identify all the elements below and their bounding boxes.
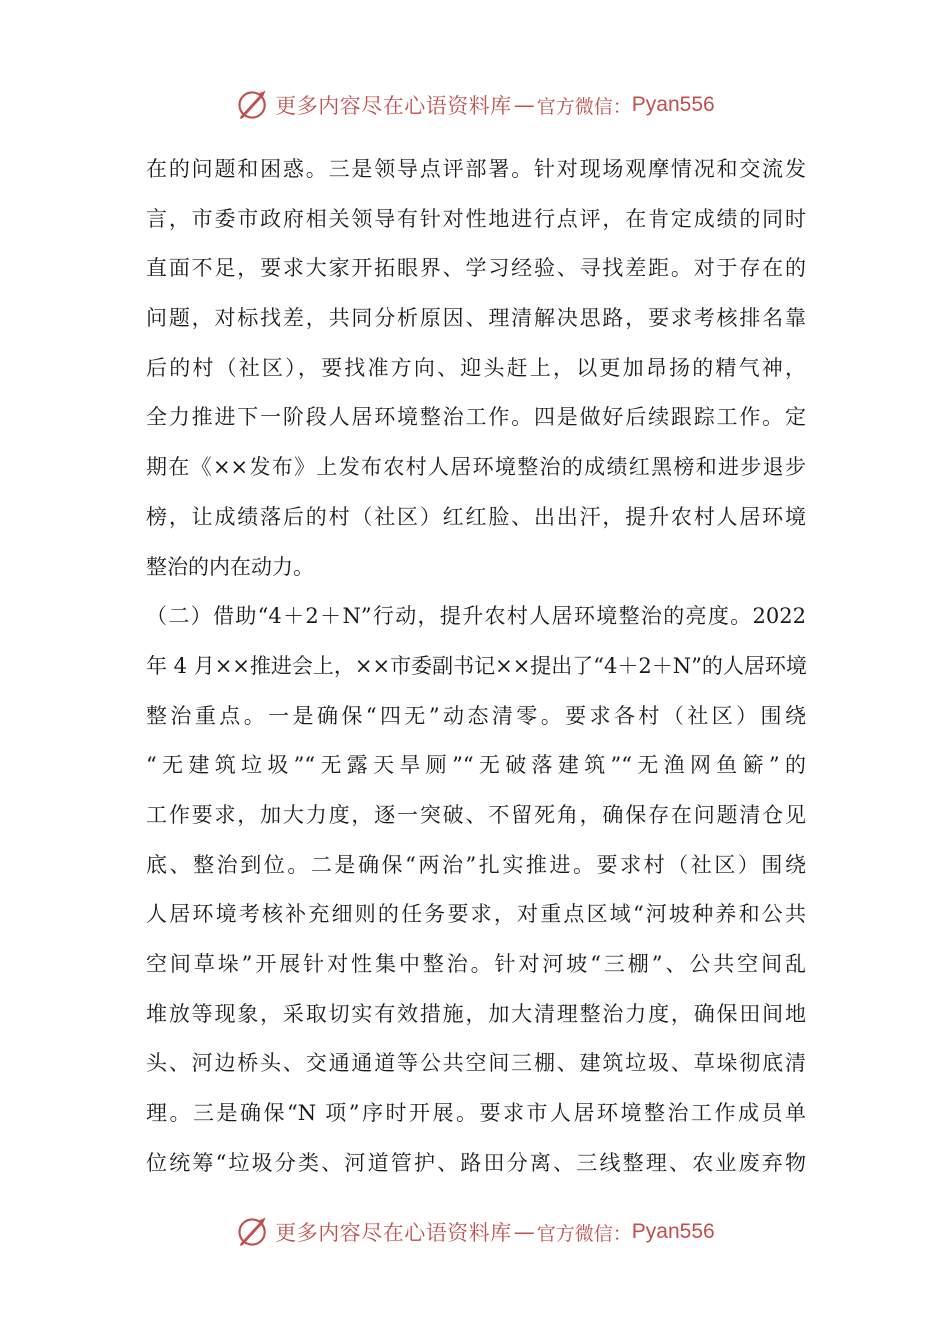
footer-watermark-banner	[0, 1209, 950, 1255]
banner-dash: —	[513, 93, 535, 117]
text-line: 位统筹“垃圾分类、河道管护、路田分离、三线整理、农业废弃物	[146, 1150, 806, 1175]
text-line: “无建筑垃圾”“无露天旱厕”“无破落建筑”“无渔网鱼簖”的	[146, 753, 806, 778]
text-line: 直面不足，要求大家开拓眼界、学习经验、寻找差距。对于存在的	[146, 256, 806, 281]
banner-site-text: 更多内容尽在心语资料库	[275, 94, 512, 118]
text-line: 头、河边桥头、交通通道等公共空间三棚、建筑垃圾、草垛彻底清	[146, 1051, 806, 1076]
text-line: 堆放等现象，采取切实有效措施，加大清理整治力度，确保田间地	[146, 1001, 806, 1026]
text-line: 人居环境考核补充细则的任务要求，对重点区域“河坡种养和公共	[146, 902, 806, 927]
text-line: 言，市委市政府相关领导有针对性地进行点评，在肯定成绩的同时	[146, 206, 806, 231]
text-line: （二）借助“4＋2＋N”行动，提升农村人居环境整治的亮度。2022	[146, 604, 806, 629]
banner-dash: —	[513, 1220, 535, 1244]
text-line: 后的村（社区），要找准方向、迎头赶上，以更加昂扬的精气神，	[146, 355, 806, 380]
text-line: 理。三是确保“N 项”序时开展。要求市人居环境整治工作成员单	[146, 1101, 806, 1126]
banner-wechat-label: 官方微信：	[536, 1222, 632, 1245]
text-line: 整治重点。一是确保“四无”动态清零。要求各村（社区）围绕	[146, 703, 806, 728]
text-line: 期在《××发布》上发布农村人居环境整治的成绩红黑榜和进步退步	[146, 455, 806, 480]
document-body	[146, 145, 806, 1188]
banner-wechat-id: Pyan556	[631, 93, 715, 116]
banner-site-text: 更多内容尽在心语资料库	[275, 1221, 512, 1245]
text-line: 整治的内在动力。	[146, 554, 314, 579]
text-line: 问题，对标找差，共同分析原因、理清解决思路，要求考核排名靠	[146, 306, 806, 331]
pen-logo-icon	[235, 1214, 271, 1250]
text-line: 榜，让成绩落后的村（社区）红红脸、出出汗，提升农村人居环境	[146, 504, 806, 529]
text-line: 年 4 月××推进会上，××市委副书记××提出了“4＋2＋N”的人居环境	[146, 653, 807, 678]
text-line: 全力推进下一阶段人居环境整治工作。四是做好后续跟踪工作。定	[146, 405, 806, 430]
header-watermark-banner	[0, 82, 950, 128]
text-line: 工作要求，加大力度，逐一突破、不留死角，确保存在问题清仓见	[146, 802, 806, 827]
pen-logo-icon	[235, 87, 271, 123]
banner-wechat-label: 官方微信：	[536, 95, 632, 118]
text-line: 空间草垛”开展针对性集中整治。针对河坡“三棚”、公共空间乱	[146, 952, 806, 976]
banner-wechat-id: Pyan556	[631, 1220, 715, 1243]
text-line: 底、整治到位。二是确保“两治”扎实推进。要求村（社区）围绕	[146, 852, 806, 877]
text-line: 在的问题和困惑。三是领导点评部署。针对现场观摩情况和交流发	[146, 157, 806, 181]
